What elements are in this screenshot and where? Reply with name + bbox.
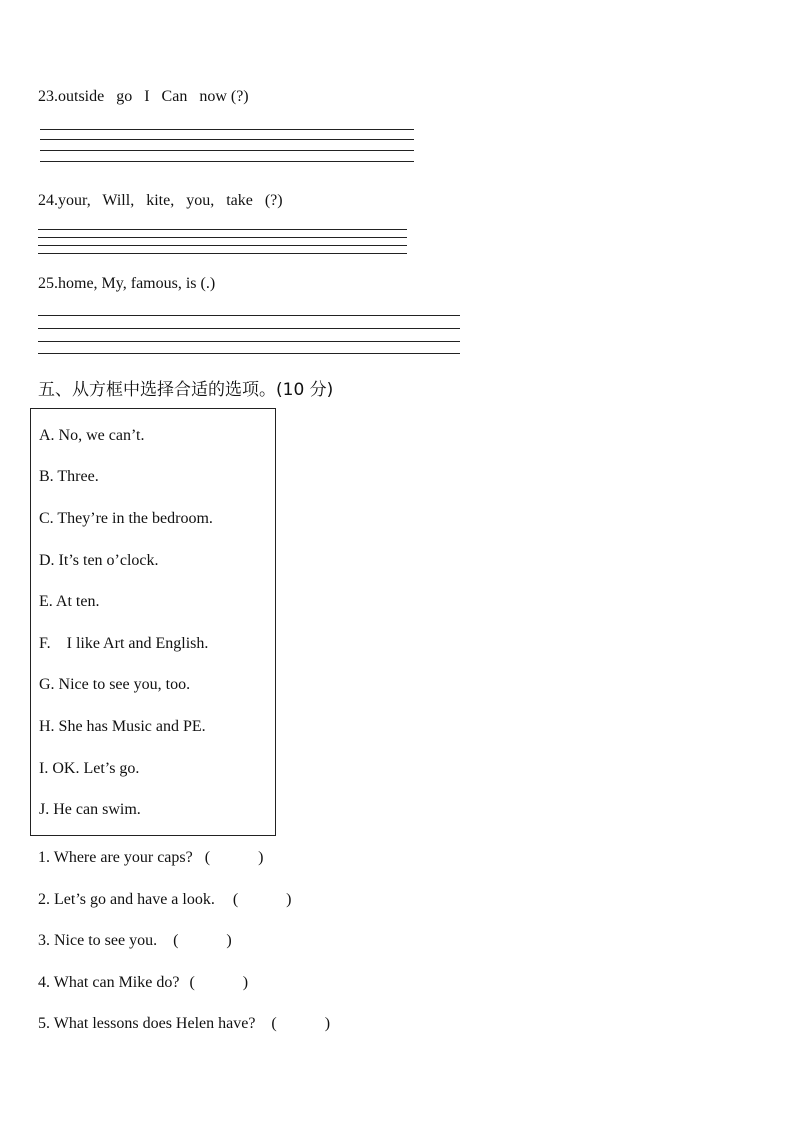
- question-words: home, My, famous, is (.): [58, 275, 216, 292]
- answer-lines-25: [38, 315, 460, 355]
- option-i: I. OK. Let’s go.: [39, 760, 140, 777]
- question-24: [38, 192, 283, 210]
- answer-blank[interactable]: ( ): [271, 1015, 331, 1032]
- question-words: your, Will, kite, you, take (?): [58, 192, 283, 209]
- question-text: 4. What can Mike do?: [38, 974, 180, 991]
- question-number: 23.: [38, 88, 58, 105]
- question-words: outside go I Can now (?): [58, 88, 249, 105]
- answer-blank[interactable]: ( ): [204, 849, 264, 866]
- option-g: G. Nice to see you, too.: [39, 676, 191, 693]
- question-number: 25.: [38, 275, 58, 292]
- option-a: A. No, we can’t.: [39, 427, 145, 444]
- option-b: B. Three.: [39, 468, 99, 485]
- question-text: 5. What lessons does Helen have?: [38, 1015, 256, 1032]
- question-23: [38, 88, 249, 106]
- question-number: 24.: [38, 192, 58, 209]
- option-j: J. He can swim.: [39, 801, 141, 818]
- match-question-4: [38, 974, 248, 992]
- answer-lines-23: [40, 129, 414, 163]
- option-d: D. It’s ten o’clock.: [39, 552, 159, 569]
- option-e: E. At ten.: [39, 593, 100, 610]
- options-box: [30, 408, 276, 836]
- option-c: C. They’re in the bedroom.: [39, 510, 213, 527]
- question-25: [38, 275, 215, 293]
- option-h: H. She has Music and PE.: [39, 718, 206, 735]
- answer-blank[interactable]: ( ): [173, 932, 232, 949]
- question-text: 1. Where are your caps?: [38, 849, 193, 866]
- section-heading: 五、从方框中选择合适的选项。(10 分): [38, 380, 334, 400]
- match-question-1: [38, 849, 263, 867]
- answer-blank[interactable]: ( ): [189, 974, 249, 991]
- option-f: F. I like Art and English.: [39, 635, 209, 652]
- answer-lines-24: [38, 229, 407, 255]
- match-question-3: [38, 932, 232, 950]
- question-text: 2. Let’s go and have a look.: [38, 891, 215, 908]
- match-question-2: [38, 891, 292, 909]
- match-question-5: [38, 1015, 330, 1033]
- answer-blank[interactable]: ( ): [232, 891, 292, 908]
- question-text: 3. Nice to see you.: [38, 932, 158, 949]
